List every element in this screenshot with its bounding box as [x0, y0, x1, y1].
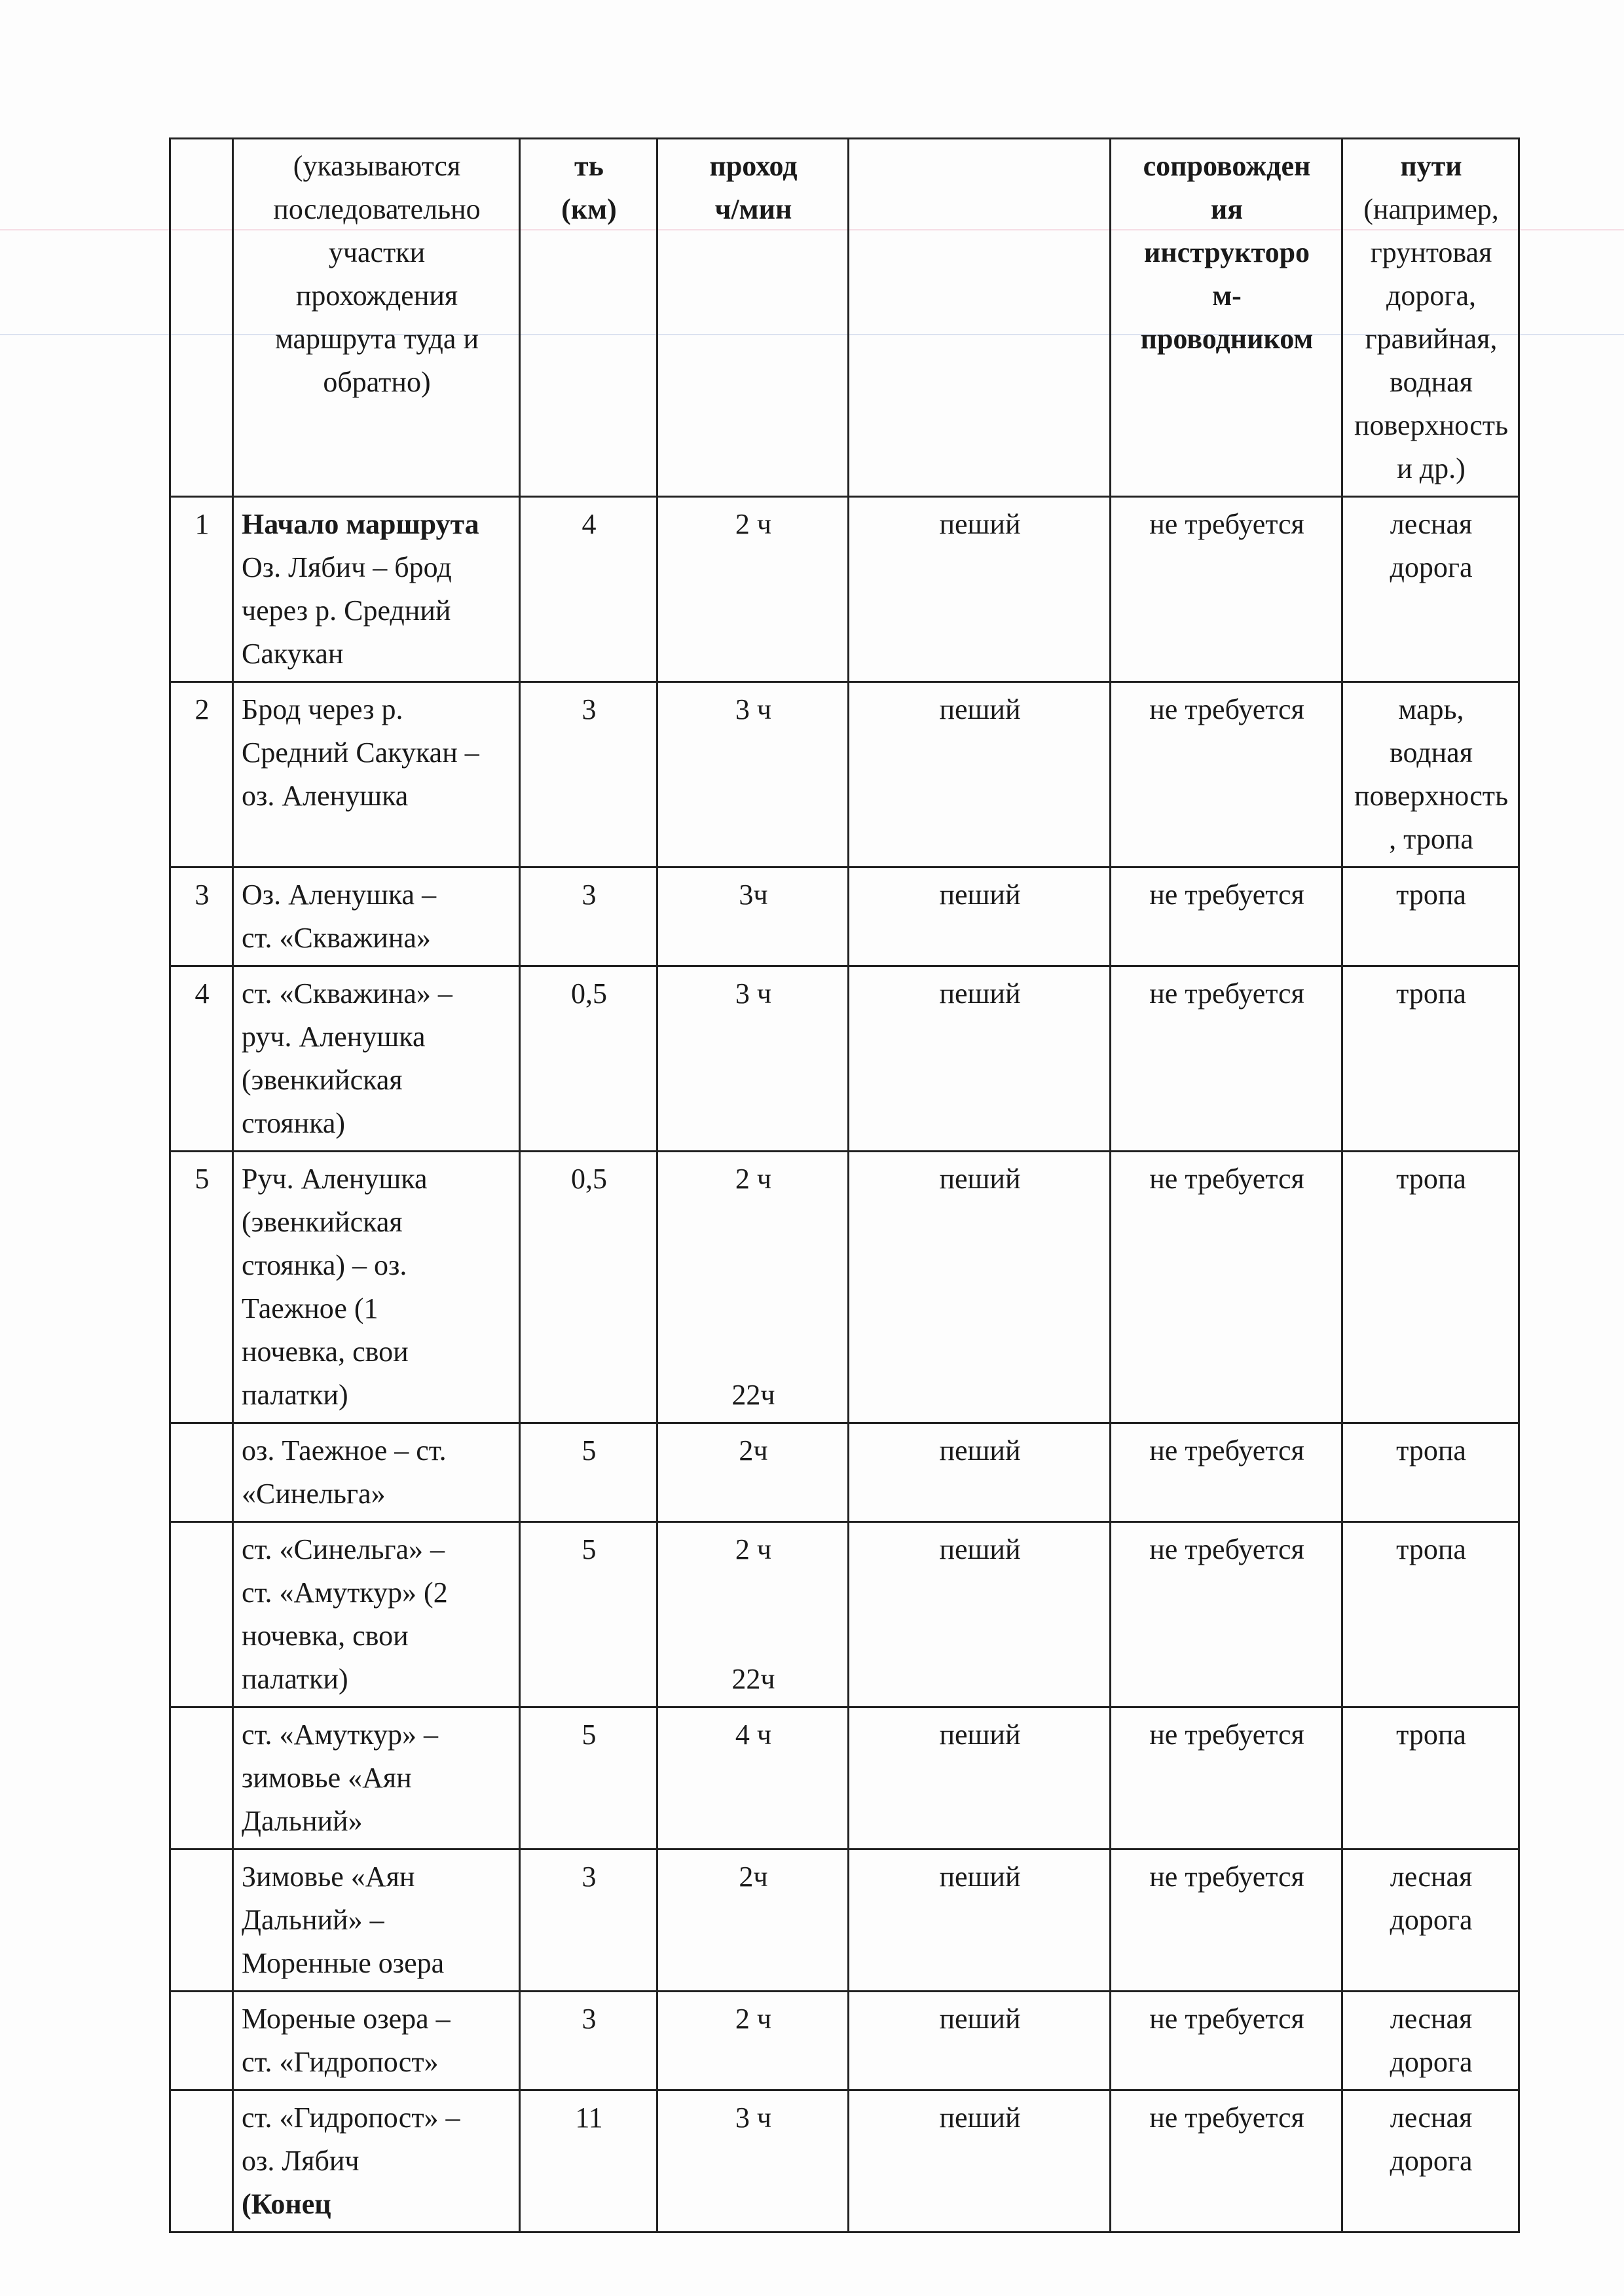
road-type-line: поверхность — [1354, 780, 1509, 812]
guide-required-cell: не требуется — [1111, 2090, 1342, 2232]
table-row — [170, 497, 1519, 682]
length-km-cell: 0,5 — [520, 966, 657, 1152]
header-length-cell — [520, 139, 657, 497]
row-number-cell: 3 — [170, 867, 233, 966]
travel-mode-cell: пеший — [849, 867, 1111, 966]
route-section-cell — [233, 2090, 520, 2232]
header-guide-cell — [1111, 139, 1342, 497]
header-section-line: маршрута туда и — [274, 323, 479, 355]
route-start-label: Начало маршрута — [242, 508, 479, 540]
table-row — [170, 1850, 1519, 1992]
travel-time-value: 4 ч — [735, 1719, 772, 1751]
route-section-line: оз. Аленушка — [242, 780, 409, 812]
guide-required-cell: не требуется — [1111, 1152, 1342, 1423]
travel-time-cell — [657, 1992, 849, 2090]
road-type-line: тропа — [1396, 879, 1466, 911]
header-road-line: поверхность — [1354, 409, 1509, 441]
header-road-line: водная — [1390, 366, 1473, 398]
header-section-line: прохождения — [295, 280, 458, 312]
table-row — [170, 1707, 1519, 1850]
travel-time-value: 2 ч — [735, 508, 772, 540]
row-number-cell: 5 — [170, 1152, 233, 1423]
row-number-cell: 1 — [170, 497, 233, 682]
travel-time-cell — [657, 1423, 849, 1522]
header-guide-line: инструкторо — [1143, 236, 1310, 268]
guide-required-cell: не требуется — [1111, 1522, 1342, 1707]
road-type-line: тропа — [1396, 1163, 1466, 1195]
travel-time-cell — [657, 497, 849, 682]
road-type-cell — [1342, 1992, 1519, 2090]
road-type-cell — [1342, 497, 1519, 682]
travel-time-value: 2ч — [739, 1434, 768, 1467]
table-row — [170, 2090, 1519, 2232]
row-number-cell — [170, 1850, 233, 1992]
route-section-line: «Синельга» — [242, 1478, 386, 1510]
header-road-line: грунтовая — [1370, 236, 1492, 268]
route-section-line: стоянка) — [242, 1107, 346, 1139]
route-section-cell — [233, 1522, 520, 1707]
guide-required-cell: не требуется — [1111, 1992, 1342, 2090]
travel-mode-cell: пеший — [849, 1423, 1111, 1522]
travel-mode-cell: пеший — [849, 1152, 1111, 1423]
guide-required-cell: не требуется — [1111, 682, 1342, 867]
travel-mode-cell: пеший — [849, 1707, 1111, 1850]
travel-time-cell — [657, 1707, 849, 1850]
route-section-line: Оз. Аленушка – — [242, 879, 437, 911]
travel-time-value: 3ч — [739, 879, 768, 911]
row-number-cell: 4 — [170, 966, 233, 1152]
travel-mode-cell: пеший — [849, 682, 1111, 867]
overnight-time-value: 22ч — [731, 1379, 775, 1411]
guide-required-cell: не требуется — [1111, 1423, 1342, 1522]
travel-mode-cell: пеший — [849, 1522, 1111, 1707]
travel-time-cell — [657, 1522, 849, 1707]
spacer — [666, 1330, 841, 1374]
route-section-cell — [233, 1992, 520, 2090]
length-km-cell: 3 — [520, 867, 657, 966]
travel-time-value: 2ч — [739, 1861, 768, 1893]
table-row — [170, 1423, 1519, 1522]
table-header-row — [170, 139, 1519, 497]
spacer — [666, 1201, 841, 1244]
travel-time-cell — [657, 1152, 849, 1423]
route-end-label: (Конец — [242, 2188, 331, 2220]
length-km-cell: 0,5 — [520, 1152, 657, 1423]
guide-required-cell: не требуется — [1111, 867, 1342, 966]
travel-mode-cell: пеший — [849, 497, 1111, 682]
header-section-cell — [233, 139, 520, 497]
route-section-cell — [233, 497, 520, 682]
travel-time-cell — [657, 682, 849, 867]
route-section-line: Таежное (1 — [242, 1292, 378, 1324]
row-number-cell — [170, 1707, 233, 1850]
length-km-cell: 3 — [520, 1850, 657, 1992]
route-section-line: ст. «Гидропост» — [242, 2046, 439, 2078]
route-section-line: оз. Лябич — [242, 2145, 360, 2177]
road-type-line: лесная — [1390, 508, 1473, 540]
route-section-line: Средний Сакукан – — [242, 737, 479, 769]
header-time-cell — [657, 139, 849, 497]
route-section-line: Мореные озера – — [242, 2003, 451, 2035]
overnight-time-value: 22ч — [731, 1663, 775, 1695]
route-section-line: Моренные озера — [242, 1947, 445, 1979]
length-km-cell: 4 — [520, 497, 657, 682]
header-section-line: участки — [328, 236, 426, 268]
route-section-cell — [233, 1423, 520, 1522]
length-km-cell: 11 — [520, 2090, 657, 2232]
travel-time-cell — [657, 966, 849, 1152]
route-section-cell — [233, 1152, 520, 1423]
travel-time-cell — [657, 2090, 849, 2232]
route-section-line: (эвенкийская — [242, 1064, 403, 1096]
travel-mode-cell: пеший — [849, 966, 1111, 1152]
header-road-line: дорога, — [1386, 280, 1476, 312]
route-section-line: ночевка, свои — [242, 1620, 409, 1652]
header-section-line: (указываются — [293, 150, 461, 182]
road-type-cell — [1342, 1707, 1519, 1850]
header-road-line: гравийная, — [1365, 323, 1498, 355]
row-number-cell — [170, 1992, 233, 2090]
route-section-cell — [233, 1707, 520, 1850]
header-time-line: проход — [709, 150, 798, 182]
road-type-line: дорога — [1390, 551, 1473, 583]
header-length-line: (км) — [561, 193, 617, 225]
table-row — [170, 1152, 1519, 1423]
road-type-line: , тропа — [1389, 823, 1473, 855]
route-section-cell — [233, 1850, 520, 1992]
route-section-line: ст. «Амуткур» (2 — [242, 1576, 448, 1609]
travel-time-value: 2 ч — [735, 1163, 772, 1195]
travel-time-value: 2 ч — [735, 1533, 772, 1565]
road-type-cell — [1342, 1850, 1519, 1992]
route-section-line: палатки) — [242, 1663, 348, 1695]
route-section-line: ст. «Амуткур» – — [242, 1719, 439, 1751]
travel-time-cell — [657, 867, 849, 966]
header-road-line: пути — [1400, 150, 1462, 182]
route-section-line: Сакукан — [242, 638, 344, 670]
road-type-cell — [1342, 867, 1519, 966]
header-length-line: ть — [574, 150, 604, 182]
route-section-line: Дальний» – — [242, 1904, 384, 1936]
route-section-line: Зимовье «Аян — [242, 1861, 415, 1893]
route-section-line: ст. «Скважина» — [242, 922, 431, 954]
route-section-line: ст. «Гидропост» – — [242, 2102, 460, 2134]
road-type-line: дорога — [1390, 2145, 1473, 2177]
travel-mode-cell: пеший — [849, 2090, 1111, 2232]
road-type-cell — [1342, 682, 1519, 867]
road-type-line: лесная — [1390, 2003, 1473, 2035]
road-type-line: тропа — [1396, 1434, 1466, 1467]
header-road-line: (например, — [1363, 193, 1499, 225]
header-mode-cell — [849, 139, 1111, 497]
guide-required-cell: не требуется — [1111, 497, 1342, 682]
travel-time-cell — [657, 1850, 849, 1992]
header-road-line: и др.) — [1397, 452, 1466, 484]
row-number-cell — [170, 1423, 233, 1522]
header-section-line: обратно) — [323, 366, 431, 398]
spacer — [666, 1287, 841, 1330]
guide-required-cell: не требуется — [1111, 1850, 1342, 1992]
spacer — [666, 1614, 841, 1658]
route-table — [169, 137, 1520, 2233]
road-type-cell — [1342, 1152, 1519, 1423]
route-section-line: Оз. Лябич – брод — [242, 551, 452, 583]
route-section-cell — [233, 867, 520, 966]
road-type-line: тропа — [1396, 977, 1466, 1010]
route-section-line: палатки) — [242, 1379, 348, 1411]
header-guide-line: ия — [1210, 193, 1244, 225]
row-number-cell — [170, 1522, 233, 1707]
table-row — [170, 1522, 1519, 1707]
travel-time-value: 3 ч — [735, 2102, 772, 2134]
road-type-line: лесная — [1390, 2102, 1473, 2134]
header-guide-line: м- — [1212, 280, 1242, 312]
route-section-line: ночевка, свои — [242, 1336, 409, 1368]
header-guide-line: сопровожден — [1143, 150, 1311, 182]
road-type-line: тропа — [1396, 1719, 1466, 1751]
route-section-line: оз. Таежное – ст. — [242, 1434, 447, 1467]
spacer — [666, 1571, 841, 1614]
road-type-line: дорога — [1390, 2046, 1473, 2078]
travel-time-value: 3 ч — [735, 693, 772, 725]
road-type-line: лесная — [1390, 1861, 1473, 1893]
length-km-cell: 3 — [520, 682, 657, 867]
route-section-line: (эвенкийская — [242, 1206, 403, 1238]
spacer — [666, 1244, 841, 1287]
route-section-line: зимовье «Аян — [242, 1762, 412, 1794]
travel-time-value: 2 ч — [735, 2003, 772, 2035]
road-type-line: марь, — [1398, 693, 1464, 725]
road-type-cell — [1342, 1423, 1519, 1522]
table-row — [170, 867, 1519, 966]
header-road-cell — [1342, 139, 1519, 497]
guide-required-cell: не требуется — [1111, 966, 1342, 1152]
route-section-cell — [233, 682, 520, 867]
header-guide-line: проводником — [1140, 323, 1314, 355]
length-km-cell: 3 — [520, 1992, 657, 2090]
table-row — [170, 682, 1519, 867]
header-time-line: ч/мин — [714, 193, 792, 225]
table-row — [170, 1992, 1519, 2090]
route-section-line: Дальний» — [242, 1805, 363, 1837]
length-km-cell: 5 — [520, 1423, 657, 1522]
guide-required-cell: не требуется — [1111, 1707, 1342, 1850]
route-section-line: через р. Средний — [242, 594, 451, 627]
route-section-line: Руч. Аленушка — [242, 1163, 428, 1195]
length-km-cell: 5 — [520, 1707, 657, 1850]
route-section-line: ст. «Синельга» – — [242, 1533, 445, 1565]
road-type-cell — [1342, 1522, 1519, 1707]
road-type-cell — [1342, 966, 1519, 1152]
route-section-line: стоянка) – оз. — [242, 1249, 407, 1281]
header-num-cell — [170, 139, 233, 497]
road-type-line: тропа — [1396, 1533, 1466, 1565]
travel-time-value: 3 ч — [735, 977, 772, 1010]
route-section-line: ст. «Скважина» – — [242, 977, 452, 1010]
road-type-line: дорога — [1390, 1904, 1473, 1936]
route-section-cell — [233, 966, 520, 1152]
row-number-cell: 2 — [170, 682, 233, 867]
travel-mode-cell: пеший — [849, 1992, 1111, 2090]
route-section-line: Брод через р. — [242, 693, 403, 725]
header-section-line: последовательно — [273, 193, 481, 225]
road-type-line: водная — [1390, 737, 1473, 769]
road-type-cell — [1342, 2090, 1519, 2232]
route-section-line: руч. Аленушка — [242, 1021, 426, 1053]
row-number-cell — [170, 2090, 233, 2232]
travel-mode-cell: пеший — [849, 1850, 1111, 1992]
length-km-cell: 5 — [520, 1522, 657, 1707]
table-row — [170, 966, 1519, 1152]
